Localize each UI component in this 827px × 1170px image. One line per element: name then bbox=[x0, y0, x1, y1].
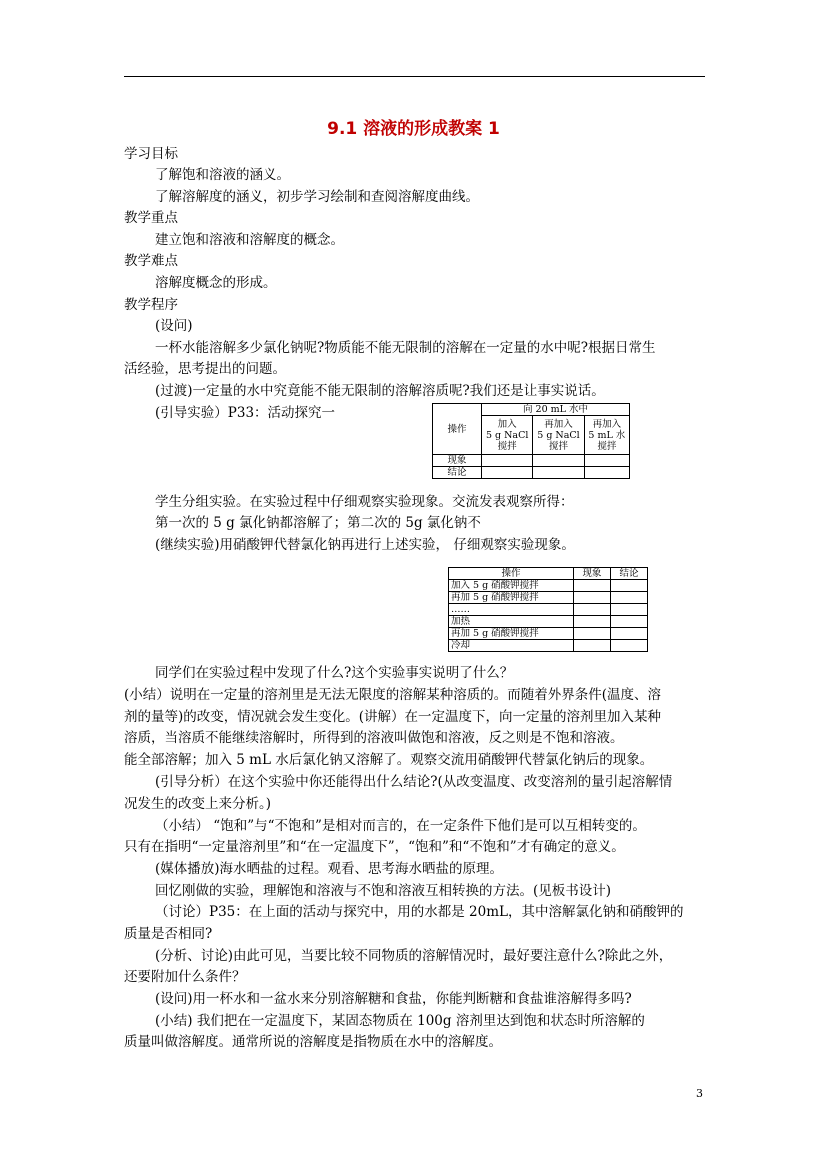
text-line: (媒体播放)海水晒盐的过程。观看、思考海水晒盐的原理。 bbox=[155, 861, 504, 877]
table-cell: 操作 bbox=[433, 404, 482, 455]
table-cell: 加入 5 g NaCl 搅拌 bbox=[482, 416, 533, 455]
text-line: (小结）说明在一定量的溶剂里是无法无限度的溶解某种溶质的。而随着外界条件(温度、溶 bbox=[124, 687, 662, 703]
table-cell: 现象 bbox=[433, 455, 482, 467]
text-line: 还要附加什么条件？ bbox=[124, 969, 246, 985]
text-line: 况发生的改变上来分析。) bbox=[124, 796, 272, 812]
text-line: 教学程序 bbox=[124, 297, 178, 313]
table-cell: 向 20 mL 水中 bbox=[482, 404, 630, 416]
text-line: 学生分组实验。在实验过程中仔细观察实验现象。交流发表观察所得： bbox=[155, 494, 574, 510]
text-line: (引导实验）P33：活动探究一 bbox=[155, 405, 336, 421]
header-rule bbox=[124, 76, 705, 77]
text-line: (引导分析）在这个实验中你还能得出什么结论?(从改变温度、改变溶剂的量引起溶解情 bbox=[155, 774, 673, 790]
text-line: 质量是否相同? bbox=[124, 926, 213, 942]
text-line: 教学难点 bbox=[124, 253, 178, 269]
nacl-experiment-table bbox=[432, 403, 630, 479]
table-cell: 加热 bbox=[449, 616, 574, 628]
text-line: 能全部溶解；加入 5 mL 水后氯化钠又溶解了。观察交流用硝酸钾代替氯化钠后的现象。 bbox=[124, 752, 654, 768]
table-cell: 加入 5 g 硝酸钾搅拌 bbox=[449, 580, 574, 592]
text-line: (继续实验)用硝酸钾代替氯化钠再进行上述实验， 仔细观察实验现象。 bbox=[155, 537, 575, 553]
text-line: 了解饱和溶液的涵义。 bbox=[155, 167, 290, 183]
text-line: 回忆刚做的实验，理解饱和溶液与不饱和溶液互相转换的方法。(见板书设计) bbox=[155, 883, 612, 899]
table-cell: 冷却 bbox=[449, 640, 574, 652]
text-line: 溶解度概念的形成。 bbox=[155, 275, 277, 291]
text-line: 剂的量等)的改变，情况就会发生变化。(讲解）在一定温度下，向一定量的溶剂里加入某种 bbox=[124, 709, 662, 725]
table-cell: 结论 bbox=[611, 568, 648, 580]
text-line: 活经验，思考提出的问题。 bbox=[124, 361, 286, 377]
table-cell: 再加入 5 mL 水 搅拌 bbox=[584, 416, 629, 455]
text-line: 第一次的 5 g 氯化钠都溶解了；第二次的 5g 氯化钠不 bbox=[155, 515, 481, 531]
text-line: (分析、讨论)由此可见，当要比较不同物质的溶解情况时，最好要注意什么?除此之外， bbox=[155, 948, 673, 964]
text-line: (小结) 我们把在一定温度下，某固态物质在 100g 溶剂里达到饱和状态时所溶解的 bbox=[155, 1013, 645, 1029]
text-line: （小结） “饱和”与“不饱和”是相对而言的，在一定条件下他们是可以互相转变的。 bbox=[155, 818, 646, 834]
text-line: 一杯水能溶解多少氯化钠呢?物质能不能无限制的溶解在一定量的水中呢?根据日常生 bbox=[155, 340, 656, 356]
text-line: 质量叫做溶解度。通常所说的溶解度是指物质在水中的溶解度。 bbox=[124, 1034, 502, 1050]
page-title: 9.1 溶液的形成教案 1 bbox=[327, 119, 500, 139]
table-cell: 再加 5 g 硝酸钾搅拌 bbox=[449, 628, 574, 640]
table-cell: 操作 bbox=[449, 568, 574, 580]
table-cell: 再加 5 g 硝酸钾搅拌 bbox=[449, 592, 574, 604]
page-number: 3 bbox=[696, 1087, 703, 1100]
text-line: 建立饱和溶液和溶解度的概念。 bbox=[155, 232, 344, 248]
text-line: 教学重点 bbox=[124, 210, 178, 226]
kno3-experiment-table bbox=[448, 567, 648, 652]
text-line: 溶质，当溶质不能继续溶解时，所得到的溶液叫做饱和溶液，反之则是不饱和溶液。 bbox=[124, 730, 624, 746]
text-line: 学习目标 bbox=[124, 146, 178, 162]
table-cell: 再加入 5 g NaCl 搅拌 bbox=[533, 416, 584, 455]
table-cell: 现象 bbox=[574, 568, 611, 580]
text-line: 同学们在实验过程中发现了什么?这个实验事实说明了什么？ bbox=[155, 665, 514, 681]
text-line: (过渡)一定量的水中究竟能不能无限制的溶解溶质呢?我们还是让事实说话。 bbox=[155, 383, 605, 399]
text-line: 了解溶解度的涵义，初步学习绘制和查阅溶解度曲线。 bbox=[155, 189, 479, 205]
table-cell: …… bbox=[449, 604, 574, 616]
text-line: 只有在指明“一定量溶剂里”和“在一定温度下”，“饱和”和“不饱和”才有确定的意义。 bbox=[124, 839, 625, 855]
text-line: (设问)用一杯水和一盆水来分别溶解糖和食盐，你能判断糖和食盐谁溶解得多吗? bbox=[155, 991, 632, 1007]
text-line: (设问) bbox=[155, 318, 193, 334]
text-line: （讨论）P35：在上面的活动与探究中，用的水都是 20mL，其中溶解氯化钠和硝酸钾的 bbox=[155, 904, 684, 920]
table-cell: 结论 bbox=[433, 467, 482, 479]
